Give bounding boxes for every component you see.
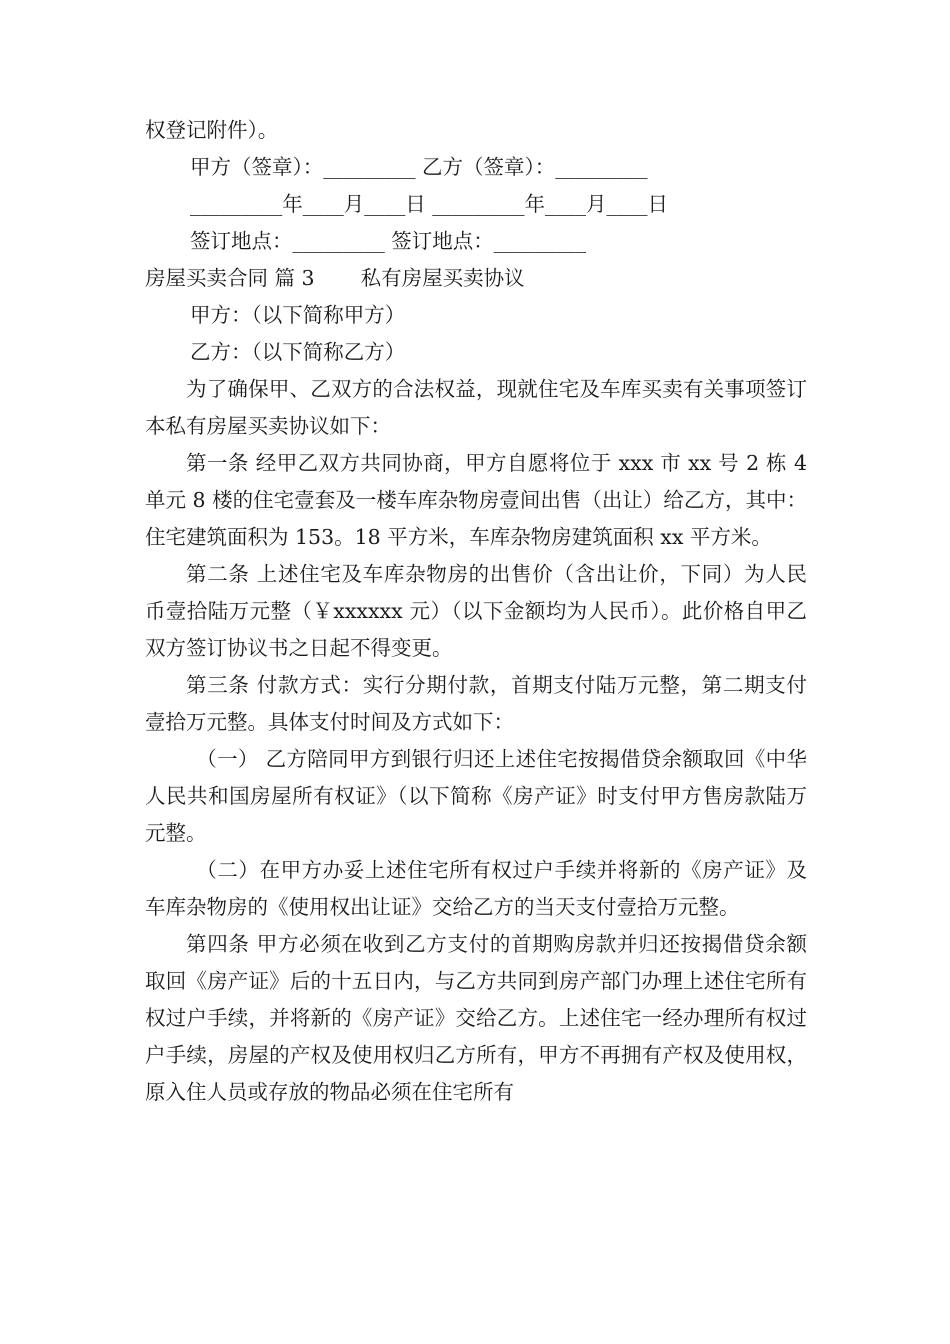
signature-line	[145, 149, 807, 186]
paragraph-article-4: 第四条 甲方必须在收到乙方支付的首期购房款并归还按揭借贷余额取回《房产证》后的十五日内，与乙方共同到房产部门办理上述住宅所有权过户手续，并将新的《房产证》交给乙方。上述住宅一经办理所有权过户手续，房屋的产权及使用权归乙方所有，甲方不再拥有产权及使用权，原入住人员或存放的物品必须在住宅所有	[145, 932, 807, 1104]
section-title: 房屋买卖合同 篇 3	[145, 266, 315, 290]
attachment-text: 权登记附件）。	[145, 118, 279, 142]
document-page	[145, 112, 807, 1111]
paragraph-article-2: 第二条 上述住宅及车库杂物房的出售价（含出让价，下同）为人民币壹拾陆万元整（￥xxxxxx 元）（以下金额均为人民币）。此价格自甲乙双方签订协议书之日起不得变更。	[145, 562, 807, 660]
party-a-text: 甲方：（以下简称甲方）	[190, 303, 406, 327]
party-b-text: 乙方：（以下简称乙方）	[190, 340, 406, 364]
party-b-line	[145, 334, 807, 371]
location-line	[145, 223, 807, 260]
paragraph-intro: 为了确保甲、乙双方的合法权益，现就住宅及车库买卖有关事项签订本私有房屋买卖协议如下：	[145, 377, 807, 438]
party-a-location: 签订地点：_________	[190, 229, 385, 253]
paragraph-article-3: 第三条 付款方式：实行分期付款，首期支付陆万元整，第二期支付壹拾万元整。具体支付时间及方式如下：	[145, 673, 807, 734]
paragraph-article-1: 第一条 经甲乙双方共同协商，甲方自愿将位于 xxx 市 xx 号 2 栋 4 单元 8 楼的住宅壹套及一楼车库杂物房壹间出售（出让）给乙方，其中：住宅建筑面积为 153。18 平方米，车库杂物房建筑面积 xx 平方米。	[145, 451, 807, 549]
agreement-title: 私有房屋买卖协议	[360, 266, 525, 290]
party-a-date: _________年____月____日	[190, 192, 426, 216]
date-line	[145, 186, 807, 223]
party-b-signature: 乙方（签章）：_________	[422, 155, 648, 179]
section-heading	[145, 260, 807, 297]
paragraph-item-1: （一） 乙方陪同甲方到银行归还上述住宅按揭借贷余额取回《中华人民共和国房屋所有权证》（以下简称《房产证》时支付甲方售房款陆万元整。	[145, 747, 807, 845]
party-b-date: _________年____月____日	[432, 192, 669, 216]
party-b-location: 签订地点：_________	[391, 229, 587, 253]
paragraph-item-2: （二）在甲方办妥上述住宅所有权过户手续并将新的《房产证》及车库杂物房的《使用权出让证》交给乙方的当天支付壹拾万元整。	[145, 858, 807, 919]
text-line-attachment	[145, 112, 807, 149]
party-a-line	[145, 297, 807, 334]
party-a-signature: 甲方（签章）：_________	[190, 155, 416, 179]
